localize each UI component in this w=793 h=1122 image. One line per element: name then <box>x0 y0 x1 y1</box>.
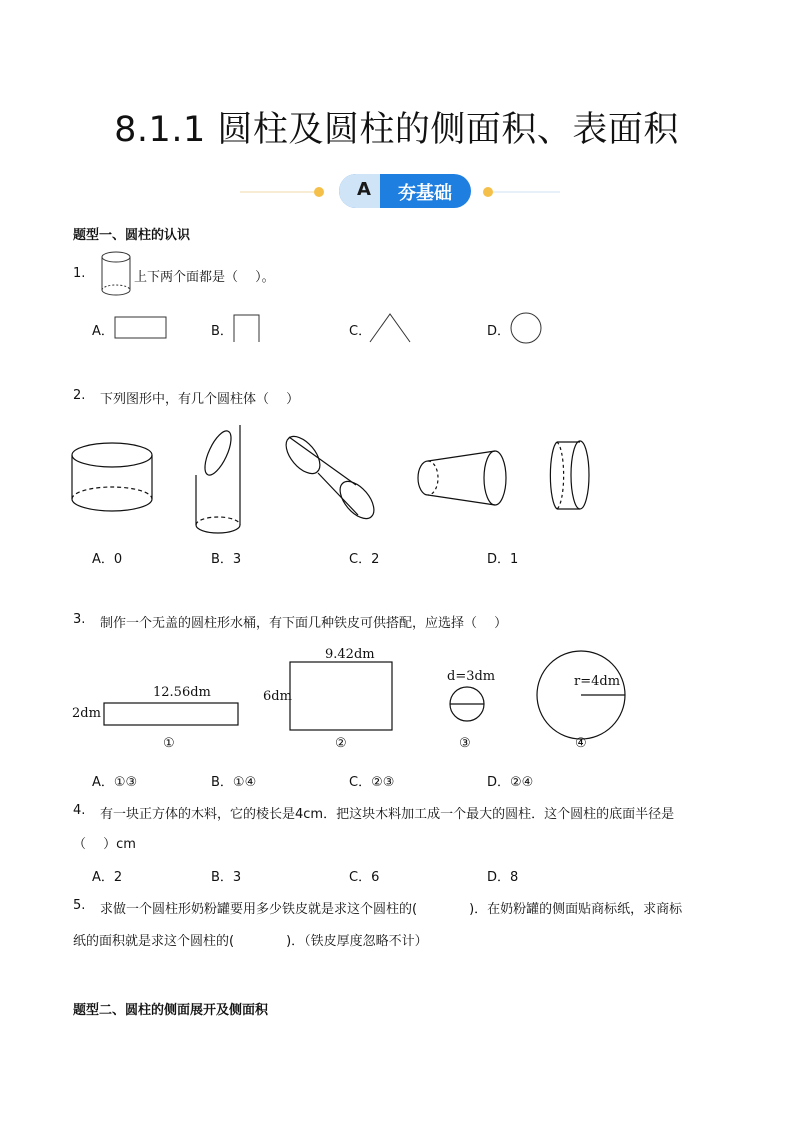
question-number: 5. <box>73 898 86 913</box>
figure-number: ④ <box>575 736 587 751</box>
sheet-width-label: 12.56dm <box>153 685 211 700</box>
sheet-width-label: 9.42dm <box>325 647 375 662</box>
figure-number: ③ <box>459 736 471 751</box>
option-c[interactable]: C．②③ <box>349 775 395 790</box>
question-text: 制作一个无盖的圆柱形水桶，有下面几种铁皮可供搭配，应选择（ ） <box>100 616 508 631</box>
question-text: 求做一个圆柱形奶粉罐要用多少铁皮就是求这个圆柱的( )．在奶粉罐的侧面贴商标纸，求商标 <box>100 902 683 917</box>
option-b[interactable]: B． <box>211 324 233 339</box>
rectangle-shape <box>114 316 168 340</box>
figure-number: ② <box>335 736 347 751</box>
option-d[interactable]: D． <box>487 324 511 339</box>
banner-text: 夯基础 <box>398 183 452 204</box>
option-c[interactable]: C．2 <box>349 552 380 567</box>
section-banner <box>240 172 560 212</box>
question-text-continued: （ ）cm <box>73 837 136 852</box>
question-text-continued: 纸的面积就是求这个圆柱的( )．（铁皮厚度忽略不计） <box>73 934 428 949</box>
option-d[interactable]: D．8 <box>487 870 519 885</box>
solid-figures <box>60 415 740 545</box>
cylinder-figure <box>100 250 134 298</box>
sheet-figures <box>60 640 740 760</box>
diameter-label: d=3dm <box>447 669 496 684</box>
option-c[interactable]: C．6 <box>349 870 380 885</box>
question-text: 有一块正方体的木料，它的棱长是4cm．把这块木料加工成一个最大的圆柱．这个圆柱的底面半径是 <box>100 807 675 822</box>
page-title: 8.1.1 圆柱及圆柱的侧面积、表面积 <box>114 110 679 150</box>
circle-shape <box>509 311 543 345</box>
option-c[interactable]: C． <box>349 324 372 339</box>
banner-letter: A <box>357 179 371 200</box>
disc-cylinder-figure <box>550 441 589 509</box>
question-number: 4. <box>73 803 86 818</box>
tilted-cylinder-figure <box>280 430 381 524</box>
option-a[interactable]: A．0 <box>92 552 123 567</box>
radius-label: r=4dm <box>574 674 621 689</box>
question-text: 上下两个面都是（ ）。 <box>134 270 275 285</box>
question-number: 3. <box>73 612 86 627</box>
cylinder-figure <box>72 443 152 511</box>
option-a[interactable]: A．2 <box>92 870 123 885</box>
option-d[interactable]: D．1 <box>487 552 519 567</box>
question-number: 2. <box>73 388 86 403</box>
option-a[interactable]: A．①③ <box>92 775 138 790</box>
sheet-height-label: 6dm <box>263 689 292 704</box>
option-b[interactable]: B．3 <box>211 552 242 567</box>
angle-shape <box>368 312 412 344</box>
frustum-figure <box>418 451 506 505</box>
slanted-cylinder-figure <box>196 425 240 533</box>
question-number: 1. <box>73 266 86 281</box>
question-text: 下列图形中，有几个圆柱体（ ） <box>100 392 300 407</box>
sheet-height-label: 2dm <box>72 706 101 721</box>
option-d[interactable]: D．②④ <box>487 775 534 790</box>
option-a[interactable]: A． <box>92 324 114 339</box>
option-b[interactable]: B．①④ <box>211 775 257 790</box>
section-heading: 题型一、圆柱的认识 <box>73 228 191 243</box>
open-square-shape <box>232 313 262 343</box>
option-b[interactable]: B．3 <box>211 870 242 885</box>
figure-number: ① <box>163 736 175 751</box>
section-heading: 题型二、圆柱的侧面展开及侧面积 <box>73 1003 269 1018</box>
